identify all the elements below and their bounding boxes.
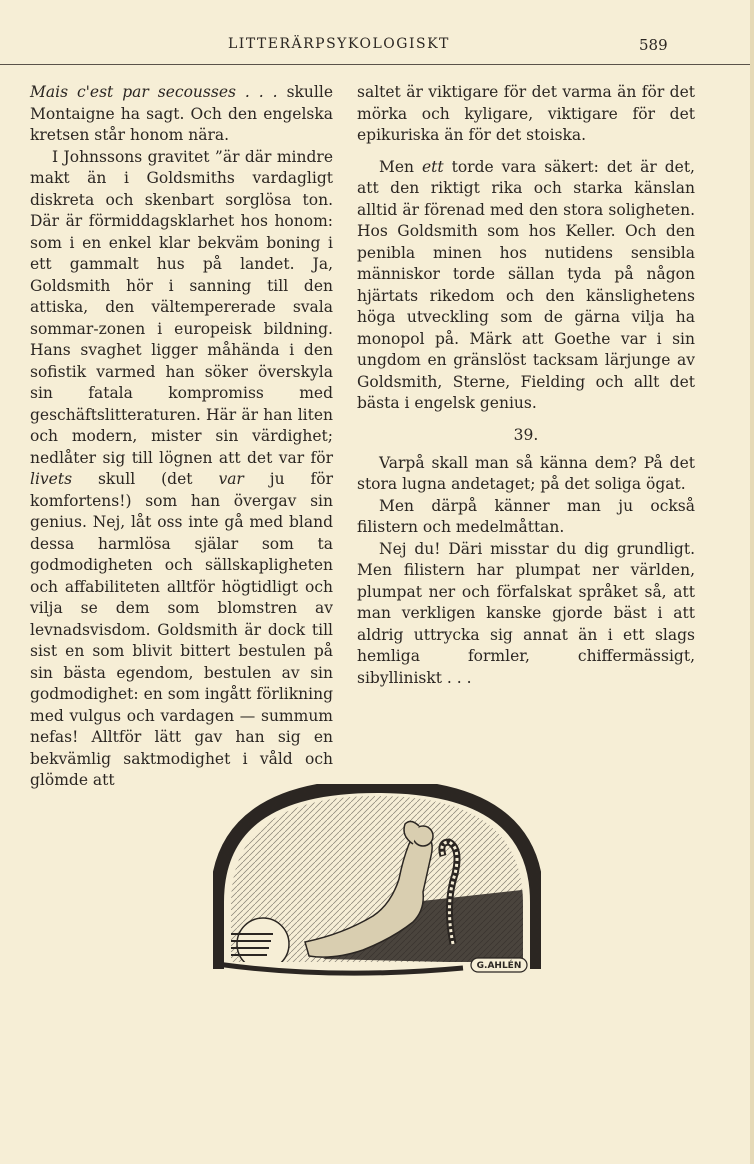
- ground-coil: [217, 964, 463, 973]
- italic-word: ett: [422, 157, 444, 176]
- page-edge: [750, 0, 754, 1164]
- page-number: 589: [639, 36, 668, 54]
- paragraph-text: torde vara säkert: det är det, att den riktigt rika och starka känslan alltid är förenad med den stora soligheten. Hos Goldsmith som hos Keller. Och den penibla minen hos nutidens sensibla människor torde sällan tyda på någon hjärtats rikedom och den känslighetens höga utveckling som de gärna vilja ha monopol på. Märk att Goethe var i sin ungdom en gränslöst tacksam lärjunge av Goldsmith, Sterne, Fielding och allt det bästa i engelsk genius.: [357, 157, 695, 412]
- artist-signature: [471, 958, 527, 972]
- paragraph-text: skull (det: [72, 470, 219, 488]
- vignette-illustration: [213, 784, 541, 979]
- signature-text: G.AHLÉN: [476, 961, 522, 971]
- paragraph-text: Men: [379, 157, 422, 176]
- paragraph-text: ju för komfortens!) som han övergav sin genius. Nej, låt oss inte gå med bland dessa harmlösa själar som ta godmodigheten och sällskapligheten och affabiliteten alltför högtidligt och vilja se dem som blomstren av levnadsvisdom. Goldsmith är dock till sist en som blivit bittert bestulen på sin bästa egendom, bestulen av sin godmodighet: en som ingått förlikning med vulgus och vardagen — summum nefas! Alltför lätt gav han sig en bekvämlig saktmodighet i våld och glömde att: [30, 470, 333, 789]
- paragraph: saltet är viktigare för det varma än för det mörka och kyligare, viktigare för det epikuriska än för det stoiska.: [357, 83, 695, 144]
- paragraph-text: I Johnssons gravitet ”är där mindre makt än i Goldsmiths vardagligt diskreta och skenbart sorglösa ton. Där är förmiddagsklarhet hos honom: som i en enkel klar bekväm boning i ett gammalt hus på landet. Ja, Goldsmith hör i sanning till den attiska, den vältempererade svala sommar-zonen i europeisk bildning. Hans svaghet ligger måhända i den sofistik varmed han söker överskyla sin fatala kompromiss med geschäftslitteraturen. Här är han liten och modern, mister sin värdighet; nedlåter sig till lögnen att det var för: [30, 147, 333, 467]
- italic-word: livets: [30, 470, 73, 488]
- paragraph: Nej du! Däri misstar du dig grundligt. Men filistern har plumpat ner världen, plumpat ner och förfalskat språket så, att man verkligen kanske gjorde bäst i att aldrig uttrycka sig annat än i ett slags hemliga formler, chiffermässigt, sibylliniskt . . .: [357, 539, 695, 687]
- running-header: LITTERÄRPSYKOLOGISKT: [228, 36, 450, 52]
- paragraph: Varpå skall man så känna dem? På det stora lugna andetaget; på det soliga ögat.: [357, 453, 695, 493]
- italic-quote: Mais c'est par secousses . . .: [30, 83, 278, 101]
- section-number: 39.: [513, 425, 539, 444]
- paragraph-text: skulle Montaigne ha sagt. Och den engelska kretsen står honom nära.: [30, 83, 334, 144]
- paragraph: Men därpå känner man ju också filistern och medelmåttan.: [357, 496, 695, 536]
- sun-icon: [237, 918, 289, 970]
- header-rule: [0, 64, 754, 65]
- right-column: [357, 82, 695, 689]
- paragraph: [30, 147, 333, 792]
- left-column: [30, 82, 333, 792]
- italic-word: var: [218, 470, 244, 488]
- paragraph: [30, 82, 333, 147]
- paragraph: [357, 157, 695, 415]
